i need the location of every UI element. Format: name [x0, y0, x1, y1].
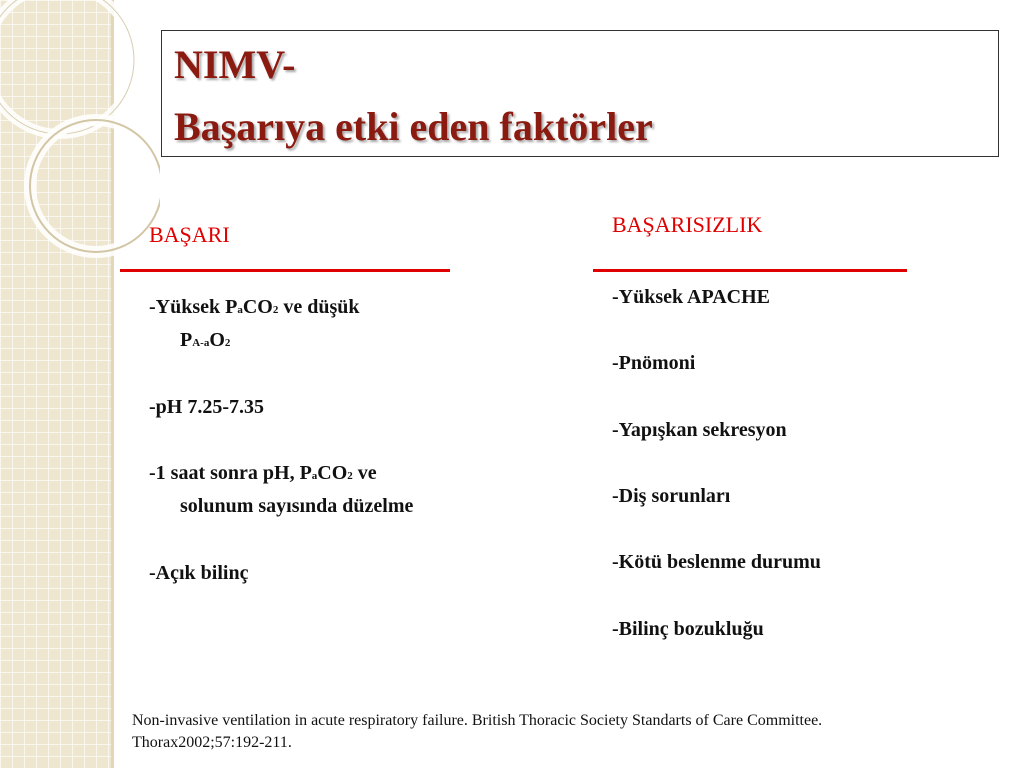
reference-citation: [132, 710, 1012, 754]
success-divider: [120, 269, 450, 272]
failure-item: -Diş sorunları: [612, 485, 731, 507]
success-item-1-cont: PA-aO2: [180, 329, 231, 351]
success-heading: BAŞARI: [149, 222, 230, 247]
title-box: [161, 30, 999, 157]
title-line-2: Başarıya etki eden faktörler: [174, 104, 653, 149]
success-item-2: -pH 7.25-7.35: [149, 396, 264, 418]
failure-item: -Bilinç bozukluğu: [612, 618, 764, 640]
failure-item: -Yapışkan sekresyon: [612, 419, 787, 441]
failure-item: -Pnömoni: [612, 352, 696, 374]
success-item-3-cont: solunum sayısında düzelme: [180, 495, 414, 517]
failure-item: -Yüksek APACHE: [612, 286, 770, 308]
title-line-1: NIMV-: [174, 42, 296, 87]
success-item-4: -Açık bilinç: [149, 562, 249, 584]
reference-line-2: Thorax2002;57:192-211.: [132, 734, 292, 751]
decorative-sidebar: [0, 0, 114, 768]
success-item-1: -Yüksek PaCO2 ve düşük: [149, 296, 360, 318]
failure-item: -Kötü beslenme durumu: [612, 551, 821, 573]
failure-divider: [593, 269, 907, 272]
success-item-3: -1 saat sonra pH, PaCO2 ve: [149, 462, 377, 484]
reference-line-1: Non-invasive ventilation in acute respiratory failure. British Thoracic Society Standarts of Care Committee.: [132, 712, 823, 729]
failure-heading: BAŞARISIZLIK: [612, 212, 763, 237]
